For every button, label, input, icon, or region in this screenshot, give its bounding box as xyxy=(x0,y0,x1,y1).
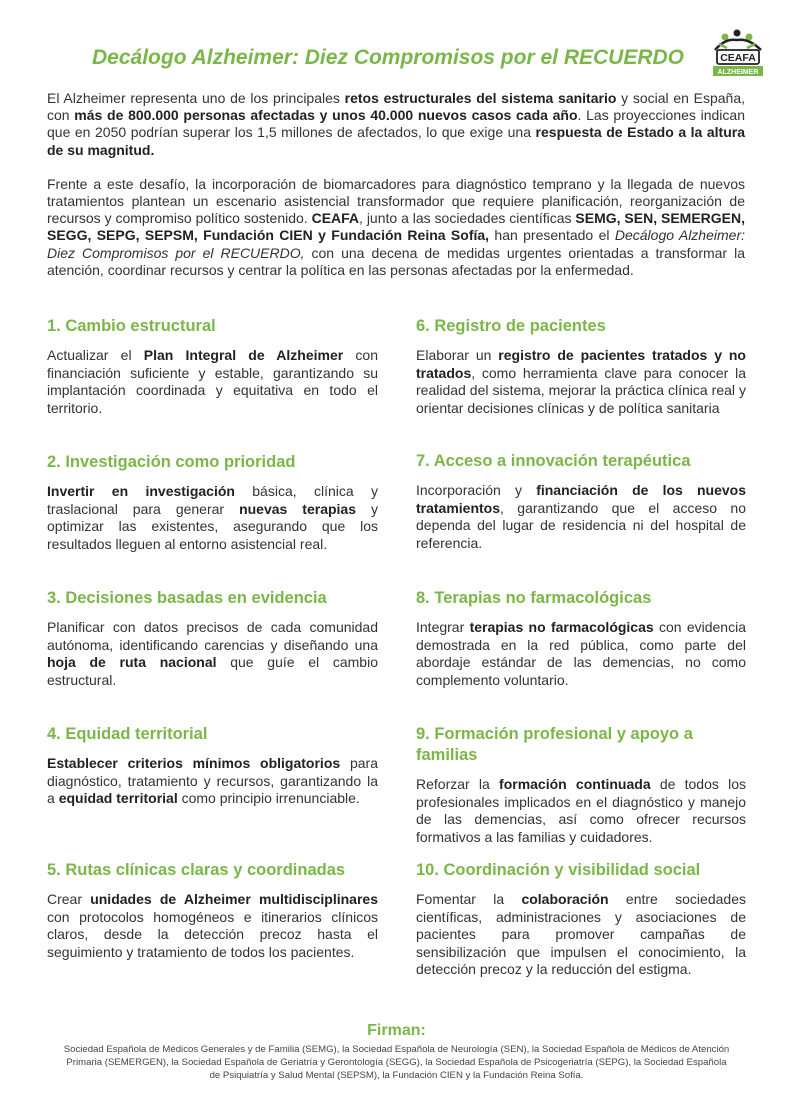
intro xyxy=(47,90,745,296)
commitment-text: Elaborar un registro de pacientes tratados y no tratados, como herramienta clave para conocer la realidad del sistema, mejorar la práctica clínica real y orientar decisiones clínicas y de política sanitaria xyxy=(416,347,746,416)
commitment-text: Establecer criterios mínimos obligatorios para diagnóstico, tratamiento y recursos, garantizando la a equidad territorial como principio irrenunciable. xyxy=(47,755,378,806)
commitment-title: 4. Equidad territorial xyxy=(47,725,208,743)
commitment-10 xyxy=(416,860,746,979)
commitment-title: 3. Decisiones basadas en evidencia xyxy=(47,589,327,607)
commitment-text: Incorporación y financiación de los nuevos tratamientos, garantizando que el acceso no dependa del lugar de residencia ni del hospital de referencia. xyxy=(416,482,747,551)
logo-subtext: ALZHEIMER xyxy=(717,69,759,76)
commitment-9 xyxy=(416,724,746,846)
commitment-text: Reforzar la formación continuada de todos los profesionales implicados en el diagnóstico y manejo de las demencias, así como ofrecer recursos formativos a las familias y cuidadores. xyxy=(416,776,747,845)
logo-figures-icon xyxy=(715,30,761,51)
commitment-text: Planificar con datos precisos de cada comunidad autónoma, identificando carencias y diseñando una hoja de ruta nacional que guíe el cambio estructural. xyxy=(47,619,378,688)
signatories-title: Firman: xyxy=(367,1022,426,1039)
signatories-text: Sociedad Española de Médicos Generales y de Familia (SEMG), la Sociedad Española de Neurología (SEN), la Sociedad Española de Médicos de Atención Primaria (SEMERGEN), la Sociedad Española de Geriatría y Gerontología (SEGG), la Sociedad Española de Psicogeriatría (SEPG), la Sociedad Española de Psiquiatría y Salud Mental (SEPSM), la Fundación CIEN y la Fundación Reina Sofía. xyxy=(63,1044,730,1081)
commitment-3 xyxy=(47,588,378,689)
commitment-title: 1. Cambio estructural xyxy=(47,317,216,335)
commitment-2 xyxy=(47,452,378,553)
logo-text: CEAFA xyxy=(720,52,756,64)
commitment-title: 9. Formación profesional y apoyo a familias xyxy=(416,725,693,764)
commitment-title: 2. Investigación como prioridad xyxy=(47,453,296,471)
intro-paragraph-2: Frente a este desafío, la incorporación de biomarcadores para diagnóstico temprano y la llegada de nuevos tratamientos plantean un escenario asistencial transformador que requiere planificación, reorganización de recursos y compromiso político sostenido. CEAFA, junto a las sociedades científicas SEMG, SEN, SEMERGEN, SEGG, SEPG, SEPSM, Fundación CIEN y Fundación Reina Sofía, han presentado el Decálogo Alzheimer: Diez Compromisos por el RECUERDO, con una decena de medidas urgentes orientadas a transformar la atención, coordinar recursos y centrar la política en las personas afectadas por la enfermedad. xyxy=(47,175,745,278)
commitment-text: Crear unidades de Alzheimer multidisciplinares con protocolos homogéneos e itinerarios clínicos claros, desde la detección precoz hasta el seguimiento y tratamiento de todos los pacientes. xyxy=(47,891,378,960)
commitment-title: 10. Coordinación y visibilidad social xyxy=(416,861,701,879)
commitment-8 xyxy=(416,588,746,689)
commitment-5 xyxy=(47,860,378,961)
commitment-text: Integrar terapias no farmacológicas con evidencia demostrada en la red pública, como parte del abordaje estándar de las demencias, no como complemento voluntario. xyxy=(416,619,746,688)
commitment-1 xyxy=(47,316,378,417)
ceafa-logo xyxy=(707,28,769,78)
commitment-6 xyxy=(416,316,746,417)
commitment-text: Invertir en investigación básica, clínica y traslacional para generar nuevas terapias y optimizar las existentes, asegurando que los resultados lleguen al entorno asistencial real. xyxy=(47,483,378,552)
page-title: Decálogo Alzheimer: Diez Compromisos por el RECUERDO xyxy=(92,46,684,69)
commitment-text: Fomentar la colaboración entre sociedades científicas, administraciones y asociaciones de pacientes para promover campañas de sensibilización que impulsen el conocimiento, la detección precoz y la reducción del estigma. xyxy=(416,891,746,977)
commitment-7 xyxy=(416,451,746,552)
commitment-title: 7. Acceso a innovación terapéutica xyxy=(416,452,691,470)
commitment-title: 8. Terapias no farmacológicas xyxy=(416,589,652,607)
commitment-text: Actualizar el Plan Integral de Alzheimer con financiación suficiente y estable, garantizando su implantación coordinada y equitativa en todo el territorio. xyxy=(47,347,378,416)
commitment-4 xyxy=(47,724,378,808)
intro-paragraph-1: El Alzheimer representa uno de los principales retos estructurales del sistema sanitario y social en España, con más de 800.000 personas afectadas y unos 40.000 nuevos casos cada año. Las proyecciones indican que en 2050 podrían superar los 1,5 millones de afectados, lo que exige una respuesta de Estado a la altura de su magnitud. xyxy=(47,90,745,158)
commitment-title: 6. Registro de pacientes xyxy=(416,317,606,335)
commitment-title: 5. Rutas clínicas claras y coordinadas xyxy=(47,861,346,879)
